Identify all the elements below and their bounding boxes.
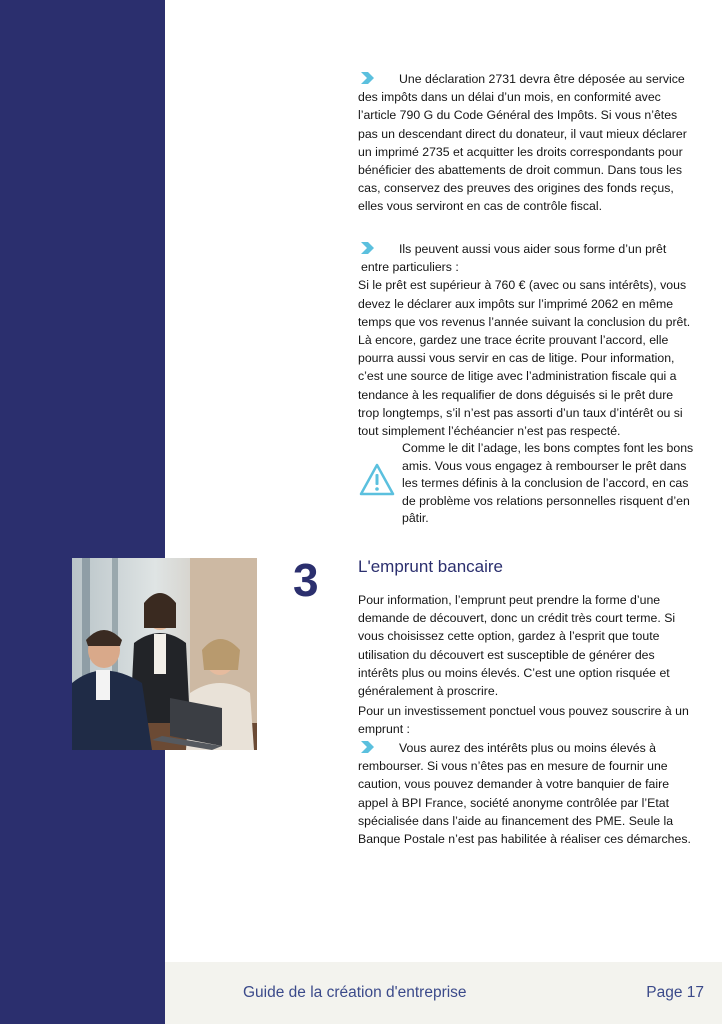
page-footer [165,962,722,1024]
paragraph-decouvert: Pour information, l’emprunt peut prendre la forme d’une demande de découvert, donc un crédit très court terme. Si vous choisissez cette option, gardez à l’esprit que toute utilisation du découvert est susceptible de générer des intérêts plus ou moins élevés. C’est une option risquée et généralement à proscrire. [358,593,676,699]
paragraph-investissement: Pour un investissement ponctuel vous pouvez souscrire à un emprunt : [358,704,689,737]
paragraph-pret-particuliers: Ils peuvent aussi vous aider sous forme d’un prêt entre particuliers : Si le prêt est supérieur à 760 € (avec ou sans intérêts), vous devez le déclarer aux impôts sur l’imprimé 2062 en même temps que vos revenus l’année suivant la conclusion du prêt. Là encore, gardez une trace écrite prouvant l’accord, elle pourra aussi vous servir en cas de litige. Pour information, c’est une source de litige avec l’administration fiscale qui a tendance à les requalifier de dons déguisés si le prêt dure trop longtemps, s’il n’est pas assorti d’un taux d’intérêt ou si tout simplement l’échéancier n’est pas respecté. [358,242,691,439]
warning-note: Comme le dit l’adage, les bons comptes font les bons amis. Vous vous engagez à rembourser le prêt dans les termes définis à la conclusion de l’accord, en cas de problème vos relations personnelles risquent d’en pâtir. [402,441,694,525]
section-title: L'emprunt bancaire [358,557,503,576]
sidebar-band [0,0,165,1024]
paragraph-interets: Vous aurez des intérêts plus ou moins élevés à rembourser. Si vous n’êtes pas en mesure de fournir une caution, vous pouvez demander à votre banquier de faire appel à BPI France, société anonyme contrôlée par l’Etat spécialisée dans l’aide au financement des PME. Seule la Banque Postale n’est pas habilitée à réaliser ces démarches. [358,741,691,847]
section-number: 3 [293,554,319,606]
paragraph-declaration: Une déclaration 2731 devra être déposée au service des impôts dans un délai d’un mois, en conformité avec l’article 790 G du Code Général des Impôts. Si vous n’êtes pas un descendant direct du donateur, il vaut mieux déclarer un imprimé 2735 et acquitter les droits correspondants pour bénéficier des abattements de droit commun. Dans tous les cas, conservez des preuves des origines des fonds reçus, elles vous serviront en cas de contrôle fiscal. [358,72,687,214]
footer-guide-title: Guide de la création d'entreprise [243,984,467,1001]
chevron-bullet-icon [361,72,377,84]
page-number: Page 17 [646,984,704,1001]
chevron-bullet-icon [361,741,377,753]
office-team-photo [72,558,257,750]
warning-icon [358,462,396,498]
chevron-bullet-icon [361,242,377,254]
